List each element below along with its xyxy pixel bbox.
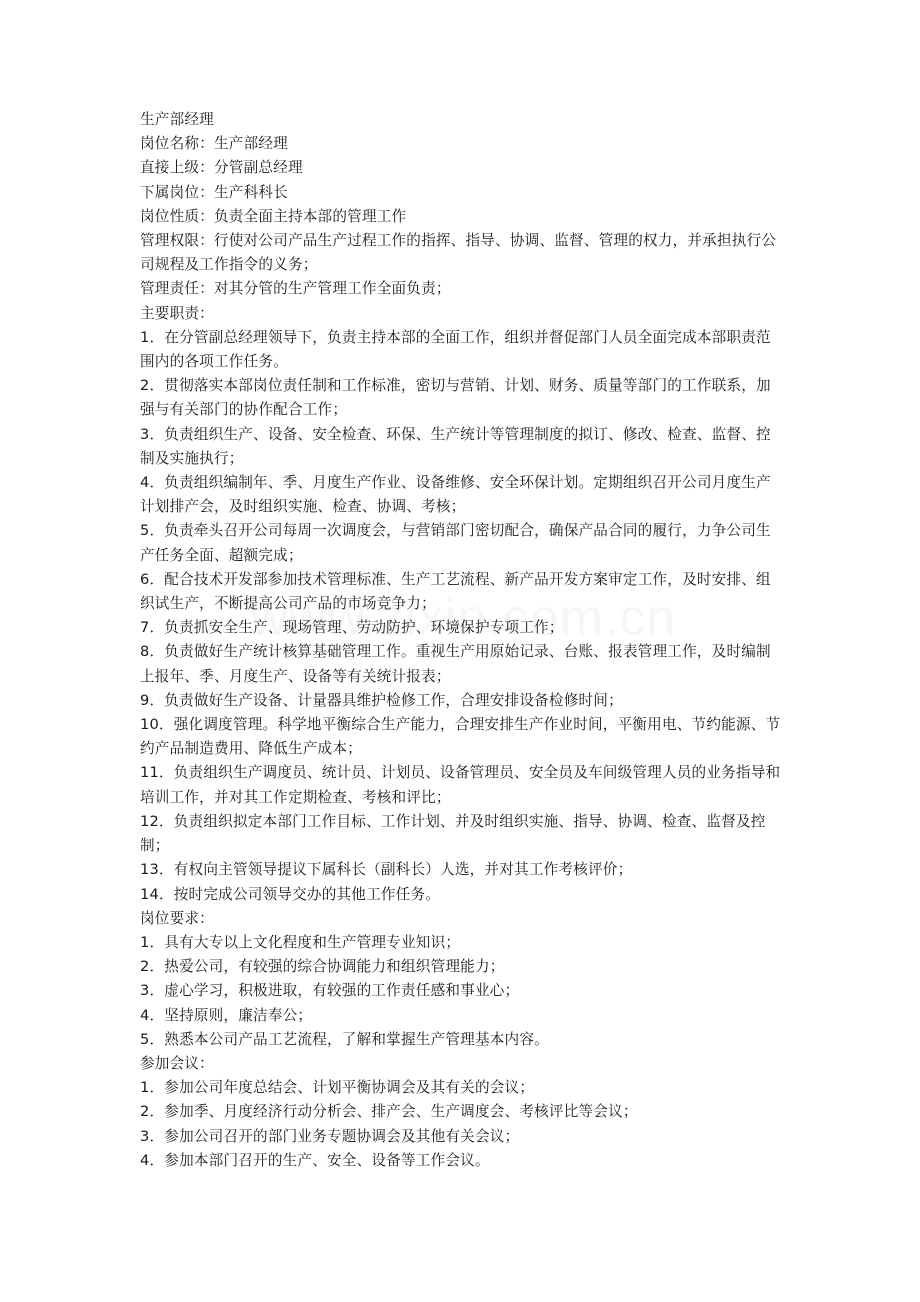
section-heading-meetings: 参加会议： (140, 1054, 214, 1072)
field-value: 对其分管的生产管理工作全面负责； (213, 280, 451, 298)
field-label: 下属岗位 (140, 183, 200, 201)
duty-item: 7．负责抓安全生产、现场管理、劳动防护、环境保护专项工作； (140, 619, 564, 637)
section-heading-duties: 主要职责： (140, 304, 214, 322)
duty-item: 11．负责组织生产调度员、统计员、计划员、设备管理员、安全员及车间级管理人员的业务指导和培训工作，并对其工作定期检查、考核和评比； (140, 764, 781, 806)
requirement-item: 4．坚持原则，廉洁奉公； (140, 1006, 313, 1024)
duty-item: 2．贯彻落实本部岗位责任制和工作标准，密切与营销、计划、财务、质量等部门的工作联系，加强与有关部门的协作配合工作； (140, 377, 771, 419)
field-value: 生产科科长 (213, 183, 288, 201)
requirement-item: 3．虚心学习，积极进取，有较强的工作责任感和事业心； (140, 982, 520, 1000)
requirement-item: 2．热爱公司，有较强的综合协调能力和组织管理能力； (140, 958, 505, 976)
field-label: 管理责任 (140, 280, 200, 298)
field-value: 生产部经理 (213, 135, 288, 153)
duty-item: 4．负责组织编制年、季、月度生产作业、设备维修、安全环保计划。定期组织召开公司月度生产计划排产会，及时组织实施、检查、协调、考核； (140, 474, 771, 516)
requirement-item: 1．具有大专以上文化程度和生产管理专业知识； (140, 933, 461, 951)
meeting-item: 3．参加公司召开的部门业务专题协调会及其他有关会议； (140, 1127, 520, 1145)
duty-item: 9．负责做好生产设备、计量器具维护检修工作，合理安排设备检修时间； (140, 691, 623, 709)
duty-item: 3．负责组织生产、设备、安全检查、环保、生产统计等管理制度的拟订、修改、检查、监督、控制及实施执行； (140, 425, 771, 467)
duty-item: 5．负责牵头召开公司每周一次调度会，与营销部门密切配合，确保产品合同的履行，力争公司生产任务全面、超额完成； (140, 522, 771, 564)
duty-item: 1．在分管副总经理领导下，负责主持本部的全面工作，组织并督促部门人员全面完成本部职责范围内的各项工作任务。 (140, 328, 771, 371)
field-label: 直接上级 (140, 159, 200, 177)
field-label: 岗位名称 (140, 135, 200, 153)
meeting-item: 4．参加本部门召开的生产、安全、设备等工作会议。 (140, 1151, 490, 1169)
field-label: 管理权限 (140, 232, 200, 250)
duty-item: 12．负责组织拟定本部门工作目标、工作计划、并及时组织实施、指导、协调、检查、监督及控制； (140, 812, 766, 855)
duty-item: 8．负责做好生产统计核算基础管理工作。重视生产用原始记录、台账、报表管理工作，及时编制上报年、季、月度生产、设备等有关统计报表； (140, 643, 771, 685)
field-subordinate-position: 下属岗位：生产科科长 (140, 183, 288, 201)
field-position-nature: 岗位性质：负责全面主持本部的管理工作 (140, 207, 407, 225)
duty-item: 10．强化调度管理。科学地平衡综合生产能力，合理安排生产作业时间，平衡用电、节约能源、节约产品制造费用、降低生产成本； (140, 716, 781, 758)
field-direct-superior: 直接上级：分管副总经理 (140, 159, 303, 177)
duty-item: 13．有权向主管领导提议下属科长（副科长）人选，并对其工作考核评价； (140, 861, 633, 879)
meeting-item: 1．参加公司年度总结会、计划平衡协调会及其有关的会议； (140, 1079, 535, 1097)
field-value: 分管副总经理 (213, 159, 303, 177)
duty-item: 6．配合技术开发部参加技术管理标准、生产工艺流程、新产品开发方案审定工作，及时安排、组织试生产，不断提高公司产品的市场竞争力； (140, 570, 771, 613)
duty-item: 14．按时完成公司领导交办的其他工作任务。 (140, 885, 441, 903)
field-value: 负责全面主持本部的管理工作 (213, 207, 407, 225)
requirement-item: 5．熟悉本公司产品工艺流程，了解和掌握生产管理基本内容。 (140, 1030, 549, 1048)
document-body (140, 108, 785, 1173)
meeting-item: 2．参加季、月度经济行动分析会、排产会、生产调度会、考核评比等会议； (140, 1103, 638, 1121)
document-title: 生产部经理 (140, 111, 214, 128)
field-management-responsibility: 管理责任：对其分管的生产管理工作全面负责； (140, 280, 451, 298)
field-label: 岗位性质 (140, 207, 200, 225)
section-heading-requirements: 岗位要求： (140, 909, 214, 927)
field-management-authority: 管理权限：行使对公司产品生产过程工作的指挥、指导、协调、监督、管理的权力，并承担执行公司规程及工作指令的义务； (140, 232, 777, 274)
field-position-name: 岗位名称：生产部经理 (140, 135, 288, 153)
field-value: 行使对公司产品生产过程工作的指挥、指导、协调、监督、管理的权力，并承担执行公司规程及工作指令的义务； (140, 232, 777, 274)
